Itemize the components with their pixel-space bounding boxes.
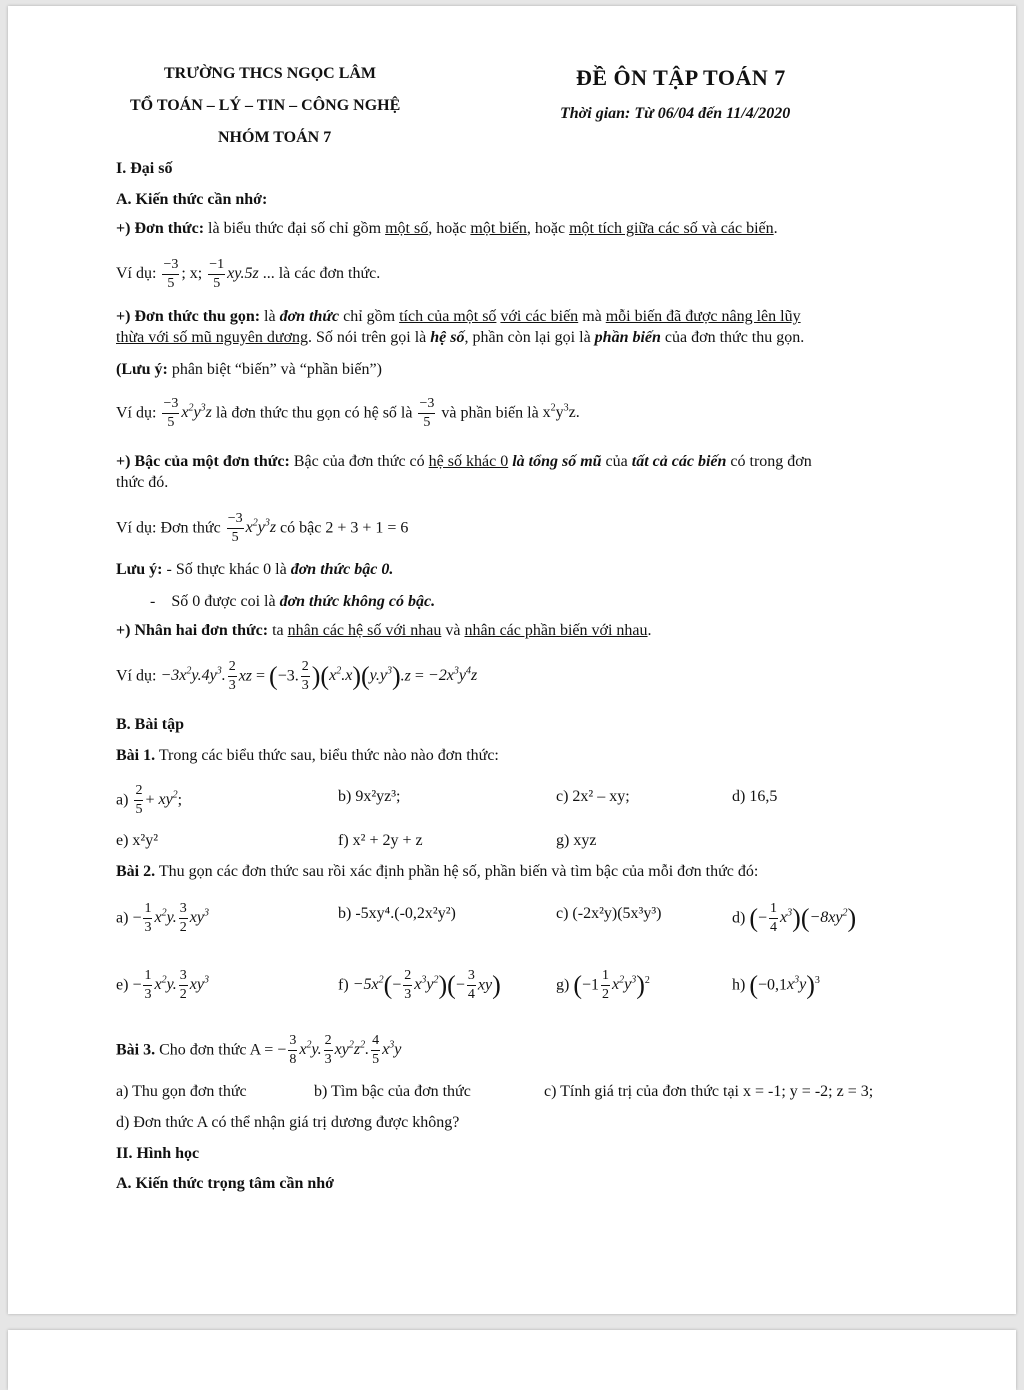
exercise-1-a: a) $\frac{2}{5}$ + $xy^2$; (116, 783, 183, 818)
definition-reduced-monomial-line2: thừa với số mũ nguyên dương. Số nói trên gọi là hệ số, phần còn lại gọi là phần biến của đơn thức thu gọn. (116, 329, 805, 346)
department-name: TỔ TOÁN – LÝ – TIN – CÔNG NGHỆ (130, 97, 401, 114)
exercise-3-a: a) Thu gọn đơn thức (116, 1083, 247, 1100)
exercise-3-b: b) Tìm bậc của đơn thức (314, 1083, 471, 1100)
exercise-2-f: $f) -5x^2(-$ $\frac{2}{3}$ $x^3y^2)(-$ $\frac{3}{4}$ xy) (338, 968, 501, 1003)
time-range: Thời gian: Từ 06/04 đến 11/4/2020 (560, 105, 791, 122)
note-degree-zero: Lưu ý: - Số thực khác 0 là đơn thức bậc 0. (116, 561, 394, 578)
exercise-1-d: d) 16,5 (732, 788, 778, 805)
exercises-heading: B. Bài tập (116, 716, 185, 733)
knowledge-heading: A. Kiến thức cần nhớ: (116, 191, 268, 208)
exercise-2-d: d) (− $\frac{1}{4}$ $x^3)(-8xy^2)$ (732, 901, 857, 936)
example-1: Ví dụ: $\frac{-3}{5}$ ; x; $\frac{-1}{5}$ xy.5z ... là các đơn thức. (116, 256, 381, 291)
exercise-1-prompt: Bài 1. Trong các biểu thức sau, biểu thức nào nào đơn thức: (116, 747, 499, 764)
definition-multiply: +) Nhân hai đơn thức: ta nhân các hệ số với nhau và nhân các phần biến với nhau. (116, 622, 652, 639)
section-geometry-heading: II. Hình học (116, 1145, 200, 1162)
exercise-2-b: b) -5xy⁴.(-0,2x²y²) (338, 905, 456, 922)
exercise-2-c: c) (-2x²y)(5x³y³) (556, 905, 662, 922)
exercise-1-g: g) xyz (556, 832, 597, 849)
document-title: ĐỀ ÔN TẬP TOÁN 7 (576, 65, 786, 90)
next-page (8, 1330, 1016, 1390)
exercise-3-c: c) Tính giá trị của đơn thức tại x = -1; y = -2; z = 3; (544, 1083, 874, 1100)
document-page (8, 6, 1016, 1314)
note-variable: (Lưu ý: phân biệt “biến” và “phần biến”) (116, 361, 382, 378)
exercise-1-b: b) 9x²yz³; (338, 788, 401, 805)
exercise-1-e: e) x²y² (116, 832, 159, 849)
definition-degree-line2: thức đó. (116, 474, 169, 491)
example-3: Ví dụ: Đơn thức $\frac{-3}{5}$ $x^2y^3z$ có bậc 2 + 3 + 1 = 6 (116, 511, 409, 546)
exercise-3-d: d) Đơn thức A có thể nhận giá trị dương được không? (116, 1114, 460, 1131)
group-name: NHÓM TOÁN 7 (218, 129, 332, 146)
exercise-2-prompt: Bài 2. Thu gọn các đơn thức sau rồi xác định phần hệ số, phần biến và tìm bậc của mỗi đơn thức đó: (116, 863, 759, 880)
definition-reduced-monomial-line1: +) Đơn thức thu gọn: là đơn thức chỉ gồm tích của một số với các biến mà mỗi biến đã được nâng lên lũy (116, 308, 801, 325)
section-algebra-heading: I. Đại số (116, 160, 173, 177)
exercise-2-g: g) (−1 $\frac{1}{2}$ $x^2y^3)^2$ (556, 968, 650, 1003)
exercise-1-c: c) 2x² – xy; (556, 788, 630, 805)
example-4: Ví dụ: $-3x^2y.4y^3$. $\frac{2}{3}$ xz = (−3. $\frac{2}{3}$ )$(x^2.x)(y.y^3).z = -2x^3y^4z$ (116, 659, 478, 694)
geometry-knowledge-heading: A. Kiến thức trọng tâm cần nhớ (116, 1175, 335, 1192)
definition-degree-line1: +) Bậc của một đơn thức: Bậc của đơn thức có hệ số khác 0 là tổng số mũ của tất cả các biến có trong đơn (116, 453, 812, 470)
definition-monomial: +) Đơn thức: là biểu thức đại số chỉ gồm một số, hoặc một biến, hoặc một tích giữa các số và các biến. (116, 220, 778, 237)
exercise-3-prompt: Bài 3. Cho đơn thức A = − $\frac{3}{8}$ $x^2y$. $\frac{2}{3}$ $xy^2z^2$. $\frac{4}{5}$ $x^3y$ (116, 1033, 402, 1068)
exercise-2-a: a) − $\frac{1}{3}$ $x^2y$. $\frac{3}{2}$ $xy^3$ (116, 901, 209, 936)
exercise-2-e: e) − $\frac{1}{3}$ $x^2y$. $\frac{3}{2}$ $xy^3$ (116, 968, 209, 1003)
school-name: TRƯỜNG THCS NGỌC LÂM (164, 65, 377, 82)
exercise-2-h: h) $(-0,1x^3y)^3$ (732, 970, 820, 1000)
exercise-1-f: f) x² + 2y + z (338, 832, 423, 849)
example-2: Ví dụ: $\frac{-3}{5}$ $x^2y^3z$ là đơn thức thu gọn có hệ số là $\frac{-3}{5}$ và phần biến là $x^2y^3z$. (116, 396, 580, 431)
note-zero-no-degree: - Số 0 được coi là đơn thức không có bậc. (150, 593, 436, 610)
